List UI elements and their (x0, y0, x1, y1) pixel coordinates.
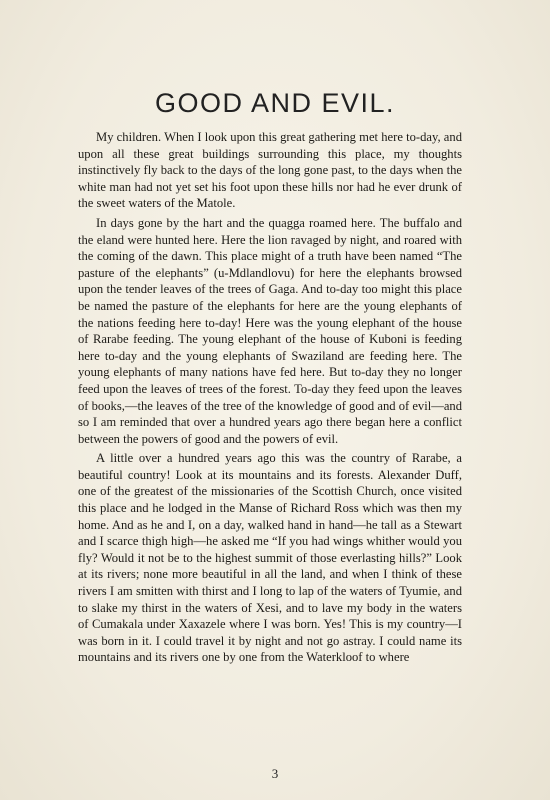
body-text (78, 129, 462, 669)
paragraph-1: My children. When I look upon this great gathering met here to-day, and upon all these great buildings surrounding this place, my thoughts instinctively fly back to the days of the long gone past, to the days when the white man had not yet set his foot upon these hills nor had he ever drunk of the sweet waters of the Matole. (78, 130, 462, 211)
paragraph-3: A little over a hundred years ago this was the country of Rarabe, a beautiful country! Look at its mountains and its forests. Alexander Duff, one of the greatest of the missionaries of the Scottish Church, once visited this place and he lodged in the Manse of Richard Ross which was then my home. And as he and I, on a day, walked hand in hand—he tall as a Stewart and I scarce thigh high—he asked me “If you had wings whither would you fly? Would it not be to the highest summit of those everlasting hills?” Look at its rivers; none more beautiful in all the land, and when I think of these rivers I am smitten with thirst and I long to lap of the waters of Tyumie, and to slake my thirst in the waters of Xesi, and to lave my body in the waters of Cumakala under Xaxazele where I was born. Yes! This is my country—I was born in it. I could travel it by night and not go astray. I could name its mountains and its rivers one by one from the Waterkloof to where (78, 451, 462, 665)
page-number: 3 (271, 766, 279, 781)
paragraph-2: In days gone by the hart and the quagga roamed here. The buffalo and the eland were hunted here. Here the lion ravaged by night, and roared with the coming of the dawn. This place might of a truth have been named “The pasture of the elephants” (u-Mdlandlovu) for here the elephants browsed upon the tender leaves of the trees of Gaga. And to-day too might this place be named the pasture of the elephants for here are the young elephants of the nations feeding here to-day! Here was the young elephant of the house of Rarabe feeding. The young elephant of the house of Kuboni is feeding here to-day and the young elephants of Swaziland are feeding here. The young elephants of many nations have fed here. But to-day they no longer feed upon the leaves of trees of the forest. To-day they feed upon the leaves of books,—the leaves of the tree of the knowledge of good and of evil—and so I am reminded that over a hundred years ago there began here a conflict between the powers of good and the powers of evil. (78, 215, 462, 446)
page-title: GOOD AND EVIL. (154, 88, 396, 118)
